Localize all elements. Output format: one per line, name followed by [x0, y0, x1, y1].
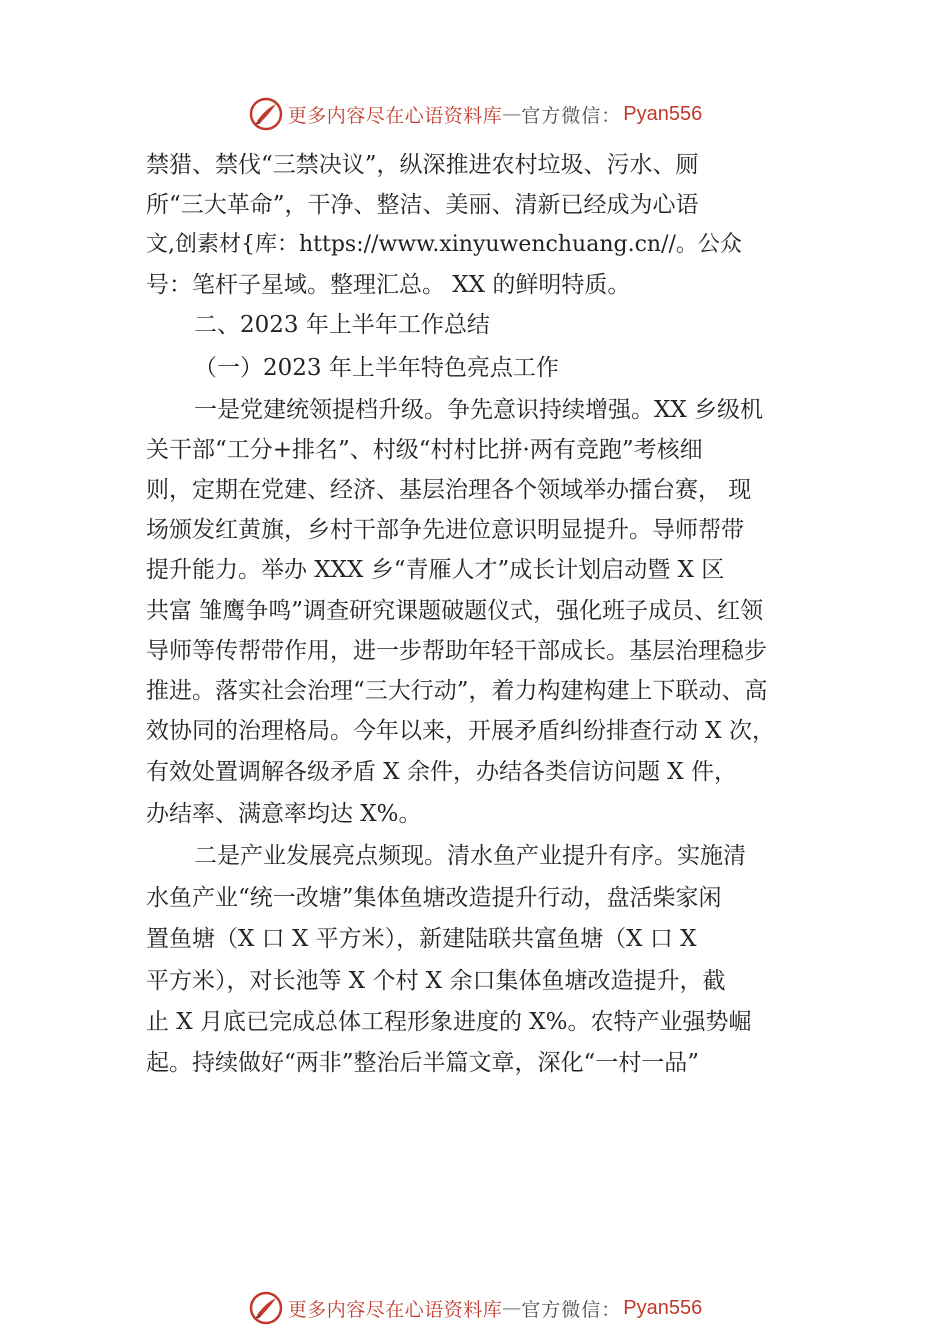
banner-site-name: 更多内容尽在心语资料库	[287, 104, 503, 127]
brush-logo-icon	[248, 1290, 284, 1326]
text-line: 平方米），对长池等 X 个村 X 余口集体鱼塘改造提升，截	[146, 968, 726, 994]
banner-wechat-label: 官方微信：	[521, 104, 622, 127]
text-line: 止 X 月底已完成总体工程形象进度的 X%。农特产业强势崛	[146, 1009, 752, 1035]
text-line: 禁猎、禁伐“三禁决议”，纵深推进农村垃圾、污水、厕	[146, 152, 699, 178]
brush-logo-icon	[248, 96, 284, 132]
banner-wechat-id: Pyan556	[623, 1296, 703, 1319]
paragraph-start: 二是产业发展亮点频现。清水鱼产业提升有序。实施清	[194, 843, 746, 869]
text-line: 文,创素材{库：https://www.xinyuwenchuang.cn//。公众	[146, 232, 742, 257]
text-line: 推进。落实社会治理“三大行动”，着力构建构建上下联动、高	[146, 678, 768, 704]
text-line: 导师等传帮带作用，进一步帮助年轻干部成长。基层治理稳步	[146, 638, 767, 664]
paragraph-start: 一是党建统领提档升级。争先意识持续增强。XX 乡级机	[194, 397, 764, 423]
text-line: 所“三大革命”，干净、整洁、美丽、清新已经成为心语	[146, 192, 699, 218]
text-line: 水鱼产业“统一改塘”集体鱼塘改造提升行动，盘活柴家闲	[146, 885, 722, 911]
text-line: 场颁发红黄旗，乡村干部争先进位意识明显提升。导师帮带	[146, 517, 744, 543]
header-banner	[0, 94, 950, 134]
banner-separator: —	[502, 103, 522, 125]
text-line: 共富 雏鹰争鸣”调查研究课题破题仪式，强化班子成员、红领	[146, 598, 764, 624]
section-heading: 二、2023 年上半年工作总结	[194, 312, 490, 338]
text-line: 起。持续做好“两非”整治后半篇文章，深化“一村一品”	[146, 1050, 700, 1076]
text-line: 号：笔杆子星域。整理汇总。 XX 的鲜明特质。	[146, 272, 631, 298]
banner-wechat-id: Pyan556	[623, 102, 703, 125]
footer-banner	[0, 1288, 950, 1328]
subsection-heading: （一）2023 年上半年特色亮点工作	[194, 355, 559, 381]
text-line: 关干部“工分+排名”、村级“村村比拼·两有竞跑”考核细	[146, 437, 703, 463]
text-line: 办结率、满意率均达 X%。	[146, 801, 422, 827]
text-line: 提升能力。举办 XXX 乡“青雁人才”成长计划启动暨 X 区	[146, 557, 725, 583]
text-line: 置鱼塘（X 口 X 平方米），新建陆联共富鱼塘（X 口 X	[146, 926, 697, 952]
text-line: 效协同的治理格局。今年以来，开展矛盾纠纷排查行动 X 次，	[146, 718, 775, 744]
banner-wechat-label: 官方微信：	[521, 1298, 622, 1321]
text-line: 则，定期在党建、经济、基层治理各个领域举办擂台赛， 现	[146, 477, 752, 503]
text-line: 有效处置调解各级矛盾 X 余件，办结各类信访问题 X 件，	[146, 759, 737, 785]
banner-separator: —	[502, 1297, 522, 1319]
banner-site-name: 更多内容尽在心语资料库	[287, 1298, 503, 1321]
